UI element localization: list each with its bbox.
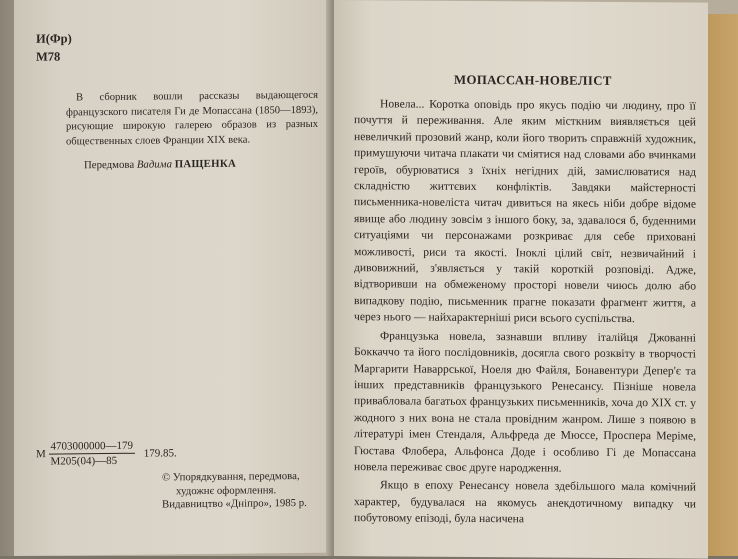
catalog-numerator: 4703000000—179 <box>49 439 136 455</box>
chapter-title: МОПАССАН-НОВЕЛІСТ <box>454 72 612 88</box>
foreword-first-name: Вадима <box>136 158 172 171</box>
library-code-line-1: И(Фр) <box>36 31 72 46</box>
foreword-surname: ПАЩЕНКА <box>174 157 237 171</box>
book-annotation: В сборник вошли рассказы выдающегося французского писателя Ги де Мопассана (1850—1893), рисующие широкую галерею образов из разных общественных слоев Франции XIX века. <box>66 89 318 147</box>
foreword-prefix: Передмова <box>84 158 135 172</box>
copyright-block <box>162 470 307 512</box>
catalog-code <box>36 438 177 468</box>
copyright-line-1: © Упорядкування, передмова, <box>162 470 300 484</box>
copyright-line-3: Видавництво «Дніпро», 1985 р. <box>162 496 307 511</box>
left-page <box>14 0 332 556</box>
foreword-credit <box>84 158 236 172</box>
catalog-denominator: М205(04)—85 <box>50 454 118 468</box>
catalog-fraction <box>49 439 136 469</box>
paragraph-1: Новела... Коротка оповідь про якусь подію чи людину, про її почуття й переживання. Але яким місткним виявляється цей невеличкий прозовий жанр, коли його творить справжній художник, примушуючи читача плакати чи сміятися над словами або вчинками героїв, обурюватися з їхніх негідних дій, замислюватися над складністю життєвих конфліктів. Завдяки майстерності письменника-новеліста читач дивиться на якесь ніби добре відоме явище або людину зовсім з іншого боку, за, здавалося б, буденними ситуаціями чи персонажами розкриває для себе приховані можливості, риси та якості. Іноклі цілий світ, незвичайний і дивовижний, з'являється у такій короткій розповіді. Адже, відтворивши на обмеженому просторі новели чиюсь долю або випадкову подію, письменник прагне показати фрагмент життя, а через нього — найхарактерніші риси всього суспільства. <box>354 97 696 326</box>
paragraph-2: Французька новела, зазнавши впливу італійця Джованні Боккаччо та його послідовників, досягла свого розквіту в творчості Маргарити Наваррської, Ноеля дю Файля, Бонавентури Депер'є та інших представників французького Ренесансу. Пізніше новела привабловала багатьох французьких письменників, хоча до XIX ст. у жодного з них вона не стала провідним жанром. Лише з появою в літературі імен Стендаля, Альфреда де Мюссе, Проспера Меріме, Гюстава Флобера, Альфонса Доде і особливо Гі де Мопассана новела переживає своє друге народження. <box>354 329 696 475</box>
right-page <box>334 0 708 559</box>
library-code-line-2: М78 <box>36 49 61 64</box>
paragraph-3: Якщо в епоху Ренесансу новела здебільшого мала комічний характер, будувалася на якомусь анекдотичному випадку чи побутовому епізоді, була насичена <box>354 478 696 526</box>
catalog-letter: М <box>36 448 46 461</box>
chapter-body <box>354 96 696 529</box>
catalog-year: 179.85. <box>143 446 177 460</box>
copyright-line-2: художнє оформлення. <box>176 483 277 497</box>
